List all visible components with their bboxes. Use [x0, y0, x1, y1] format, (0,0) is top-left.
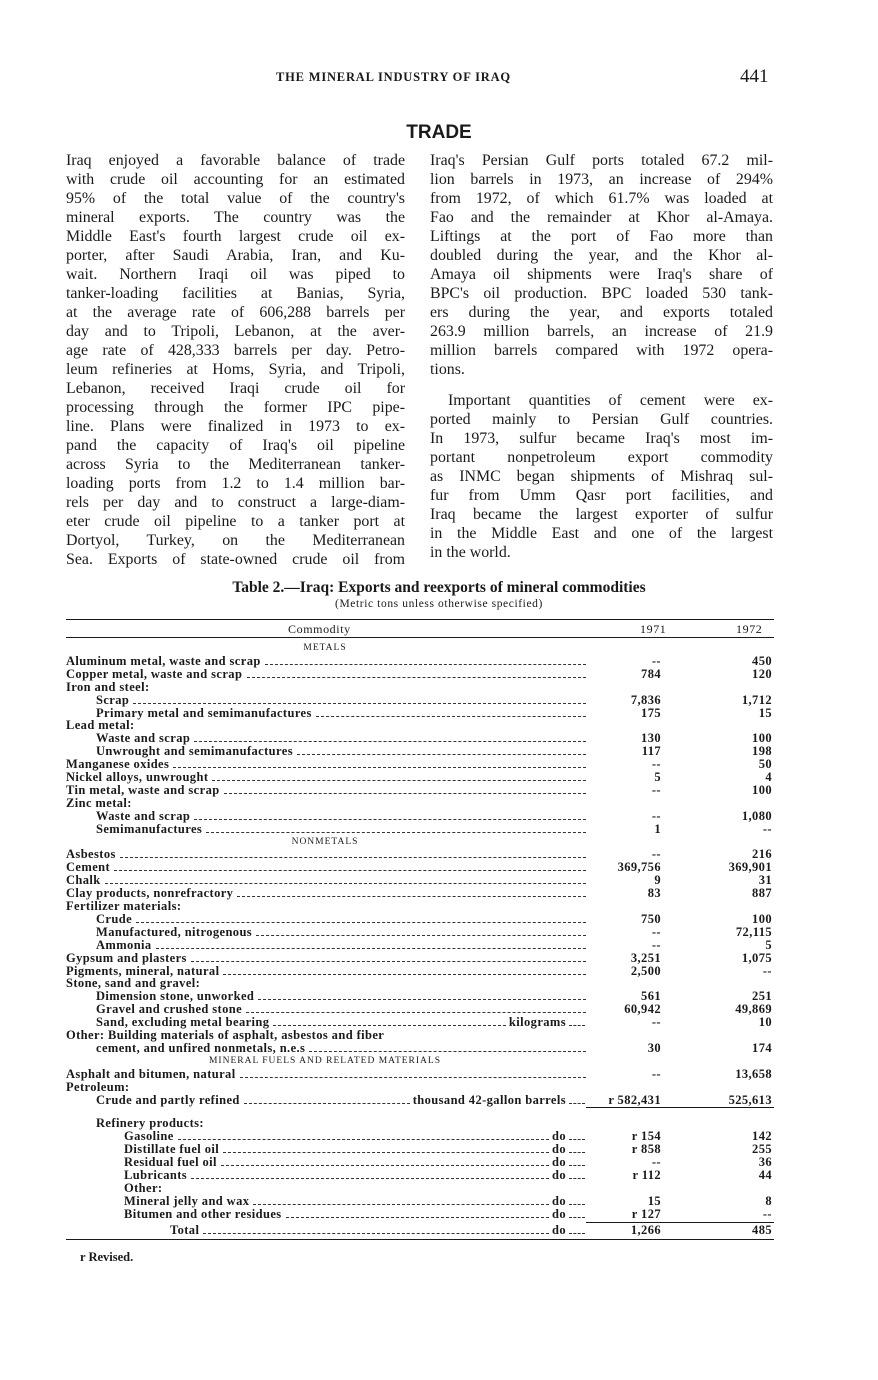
value-1972: 198 [752, 744, 772, 759]
value-1971: 60,942 [624, 1002, 661, 1017]
row-label: Crude and partly refined [96, 1092, 240, 1107]
text-line: lion barrels in 1973, an increase of 294% [430, 171, 773, 188]
leader-dots [178, 1139, 549, 1140]
value-1972: 44 [758, 1168, 772, 1182]
row-label: Asbestos [66, 847, 116, 862]
value-1971: 561 [641, 989, 661, 1004]
text-line: age rate of 428,333 barrels per day. Petro- [66, 342, 405, 359]
row-label: Nickel alloys, unwrought [66, 770, 209, 784]
value-1972: 15 [758, 705, 772, 720]
value-1972: -- [762, 821, 772, 836]
row-label: Lubricants [124, 1168, 188, 1182]
table-row [66, 810, 774, 823]
row-label: Iron and steel: [66, 679, 150, 694]
row-label: Ammonia [96, 937, 152, 952]
table-row [66, 1081, 774, 1094]
text-line: Iraq became the largest exporter of sulfur [430, 506, 773, 523]
text-line: from 1972, of which 61.7% was loaded at [430, 190, 773, 207]
row-label: Aluminum metal, waste and scrap [66, 653, 261, 668]
row-label: Fertilizer materials: [66, 899, 182, 913]
leader-dots [569, 1103, 585, 1104]
value-1971: -- [651, 847, 661, 862]
value-1971: 130 [641, 731, 661, 746]
text-line: fur from Umm Qasr port facilities, and [430, 487, 773, 504]
text-line: mineral exports. The country was the [66, 209, 405, 226]
leader-dots [286, 1217, 549, 1218]
value-1971: 5 [654, 770, 661, 784]
row-unit: do [551, 1193, 566, 1208]
text-line: In 1973, sulfur became Iraq's most im- [430, 430, 773, 447]
value-1972: 1,080 [741, 808, 772, 823]
value-1971: -- [651, 924, 661, 939]
table-row [66, 1182, 774, 1195]
row-label: Total [170, 1222, 200, 1237]
value-1971: 784 [641, 666, 661, 681]
leader-dots [258, 999, 586, 1000]
row-label: Sand, excluding metal bearing [96, 1015, 270, 1030]
table-row [66, 745, 774, 758]
text-line: Iraq's Persian Gulf ports totaled 67.2 mil- [430, 152, 773, 169]
text-line: in the world. [430, 544, 511, 561]
value-1971: 83 [647, 886, 661, 901]
table-row [66, 939, 774, 952]
value-1971: 369,756 [617, 860, 661, 875]
value-1971: 2,500 [630, 963, 661, 978]
leader-dots [273, 1025, 506, 1026]
table-row [66, 681, 774, 694]
leader-dots [194, 741, 586, 742]
value-1972: 887 [752, 886, 772, 901]
leader-dots [569, 1204, 585, 1205]
text-line: ported mainly to Persian Gulf countries. [430, 411, 773, 428]
row-unit: kilograms [508, 1015, 566, 1030]
value-1972: 5 [765, 937, 772, 952]
value-1971: 1,266 [630, 1222, 661, 1237]
row-label: Tin metal, waste and scrap [66, 782, 220, 797]
row-label: cement, and unfired nonmetals, n.e.s [96, 1040, 306, 1055]
leader-dots [221, 1165, 549, 1166]
value-1971: -- [651, 1015, 661, 1030]
leader-dots [203, 1233, 549, 1234]
table-row [66, 1169, 774, 1182]
leader-dots [237, 896, 586, 897]
row-unit: do [551, 1129, 566, 1144]
running-head: THE MINERAL INDUSTRY OF IRAQ [276, 70, 511, 84]
value-1971: -- [651, 653, 661, 668]
text-line: loading ports from 1.2 to 1.4 million bar- [66, 475, 405, 492]
table-row [66, 1208, 774, 1221]
table-row [66, 861, 774, 874]
leader-dots [114, 870, 586, 871]
table-row [66, 926, 774, 939]
row-label: NONMETALS [291, 836, 359, 847]
text-line: million barrels compared with 1972 opera- [430, 342, 773, 359]
table-row [66, 1042, 774, 1055]
leader-dots [569, 1233, 585, 1234]
text-line: pand the capacity of Iraq's oil pipeline [66, 437, 405, 454]
row-label: Waste and scrap [96, 808, 191, 823]
paragraph-gap [430, 379, 773, 391]
leader-dots [173, 767, 586, 768]
row-label: MINERAL FUELS AND RELATED MATERIALS [208, 1055, 442, 1066]
row-label: Unwrought and semimanufactures [96, 744, 293, 759]
text-line: wait. Northern Iraqi oil was piped to [66, 266, 405, 283]
table-row [66, 952, 774, 965]
leader-dots [297, 754, 586, 755]
row-label: Residual fuel oil [124, 1155, 217, 1170]
text-line: Middle East's fourth largest crude oil ex- [66, 228, 405, 245]
value-1972: 10 [758, 1015, 772, 1030]
value-1972: 216 [752, 847, 772, 862]
value-1972: -- [762, 963, 772, 978]
value-1972: 4 [765, 770, 772, 784]
text-line: in the Middle East and one of the largest [430, 525, 773, 542]
table-top-rule [66, 619, 774, 620]
value-1971: -- [651, 1155, 661, 1170]
text-line: day and to Tripoli, Lebanon, at the aver- [66, 323, 405, 340]
leader-dots [212, 780, 586, 781]
table-row [66, 797, 774, 810]
table-row [66, 1224, 774, 1237]
table-row [66, 784, 774, 797]
row-label: Manganese oxides [66, 757, 170, 772]
row-unit: do [551, 1222, 566, 1237]
text-line: line. Plans were finalized in 1973 to ex- [66, 418, 405, 435]
table-subtitle: (Metric tons unless otherwise specified) [335, 598, 543, 610]
leader-dots [194, 819, 586, 820]
value-1971: r 127 [631, 1206, 661, 1221]
total-rule [586, 1107, 774, 1108]
row-label: Asphalt and bitumen, natural [66, 1066, 236, 1081]
leader-dots [247, 677, 586, 678]
row-label: Gasoline [124, 1129, 174, 1144]
leader-dots [569, 1139, 585, 1140]
value-1972: 100 [752, 731, 772, 746]
table-row [66, 1195, 774, 1208]
row-label: Clay products, nonrefractory [66, 886, 234, 901]
leader-dots [244, 1103, 410, 1104]
table-row [66, 694, 774, 707]
row-label: Gravel and crushed stone [96, 1002, 243, 1017]
value-1971: -- [651, 808, 661, 823]
row-label: Petroleum: [66, 1079, 130, 1094]
value-1972: 100 [752, 911, 772, 926]
leader-dots [223, 974, 586, 975]
leader-dots [569, 1178, 585, 1179]
leader-dots [309, 1051, 586, 1052]
text-line: Important quantities of cement were ex- [448, 392, 773, 409]
row-label: Crude [96, 911, 133, 926]
value-1972: 450 [752, 653, 772, 668]
row-label: Other: [124, 1180, 163, 1195]
row-label: Semimanufactures [96, 821, 203, 836]
row-label: Waste and scrap [96, 731, 191, 746]
text-line: at the average rate of 606,288 barrels per [66, 304, 405, 321]
row-label: METALS [303, 643, 347, 653]
table-title: Table 2.—Iraq: Exports and reexports of mineral commodities [232, 579, 646, 596]
text-line: Fao and the remainder at Khor al-Amaya. [430, 209, 773, 226]
right-column [430, 151, 773, 562]
leader-dots [316, 716, 586, 717]
value-1971: 1 [654, 821, 661, 836]
value-1972: -- [762, 1206, 772, 1221]
row-label: Refinery products: [96, 1116, 204, 1131]
text-line: Iraq enjoyed a favorable balance of trade [66, 152, 405, 169]
left-column [66, 151, 405, 569]
text-line: portant nonpetroleum export commodity [430, 449, 773, 466]
value-1972: 72,115 [735, 924, 772, 939]
row-unit: do [551, 1206, 566, 1221]
leader-dots [191, 961, 586, 962]
text-line: porter, after Saudi Arabia, Iran, and Ku- [66, 247, 405, 264]
leader-dots [569, 1152, 585, 1153]
row-unit: do [551, 1142, 566, 1157]
value-1971: r 112 [632, 1168, 661, 1182]
value-1972: 369,901 [728, 860, 772, 875]
text-line: Dortyol, Turkey, on the Mediterranean [66, 532, 405, 549]
leader-dots [240, 1077, 586, 1078]
table-header-rule [66, 637, 774, 638]
value-1971: -- [651, 937, 661, 952]
leader-dots [105, 883, 586, 884]
table-row [66, 848, 774, 861]
table-row [66, 1094, 774, 1107]
value-1972: 13,658 [735, 1066, 772, 1081]
leader-dots [253, 1204, 549, 1205]
row-unit: do [551, 1155, 566, 1170]
leader-dots [246, 1012, 586, 1013]
leader-dots [569, 1217, 585, 1218]
value-1971: -- [651, 1066, 661, 1081]
row-label: Bitumen and other residues [124, 1206, 282, 1221]
leader-dots [191, 1178, 549, 1179]
row-label: Other: Building materials of asphalt, asbestos and fiber [66, 1028, 385, 1042]
row-label: Copper metal, waste and scrap [66, 666, 243, 681]
row-unit: do [551, 1168, 566, 1182]
text-line: 95% of the total value of the country's [66, 190, 405, 207]
value-1971: 7,836 [630, 692, 661, 707]
row-label: Mineral jelly and wax [124, 1193, 250, 1208]
text-line: doubled during the year, and the Khor al- [430, 247, 773, 264]
leader-dots [120, 857, 586, 858]
value-1971: r 858 [631, 1142, 661, 1157]
row-label: Gypsum and plasters [66, 950, 187, 965]
leader-dots [256, 935, 586, 936]
table-row [66, 913, 774, 926]
footnote: r Revised. [80, 1250, 134, 1264]
header-1971: 1971 [640, 622, 667, 636]
text-line: Lebanon, received Iraqi crude oil for [66, 380, 405, 397]
section-title: TRADE [406, 122, 472, 143]
leader-dots [136, 922, 586, 923]
leader-dots [223, 1152, 549, 1153]
text-line: Sea. Exports of state-owned crude oil from [66, 551, 405, 568]
row-label: Pigments, mineral, natural [66, 963, 220, 978]
row-label: Cement [66, 860, 111, 875]
text-line: Amaya oil shipments were Iraq's share of [430, 266, 773, 283]
leader-dots [265, 664, 586, 665]
leader-dots [569, 1165, 585, 1166]
value-1971: 3,251 [630, 950, 661, 965]
value-1971: 30 [647, 1040, 661, 1055]
value-1971: 750 [641, 911, 661, 926]
row-label: Scrap [96, 692, 130, 707]
value-1972: 8 [765, 1193, 772, 1208]
value-1971: 9 [654, 873, 661, 888]
value-1971: 117 [641, 744, 661, 759]
text-line: tions. [430, 361, 465, 378]
text-line: processing through the former IPC pipe- [66, 399, 405, 416]
value-1971: -- [651, 782, 661, 797]
value-1972: 255 [752, 1142, 772, 1157]
value-1971: r 154 [631, 1129, 661, 1144]
text-line: leum refineries at Homs, Syria, and Tripoli, [66, 361, 405, 378]
row-label: Manufactured, nitrogenous [96, 924, 253, 939]
text-line: as INMC began shipments of Mishraq sul- [430, 468, 773, 485]
row-label: Distillate fuel oil [124, 1142, 220, 1157]
value-1971: 15 [647, 1193, 661, 1208]
value-1972: 36 [758, 1155, 772, 1170]
row-label: Chalk [66, 873, 101, 888]
header-1972: 1972 [736, 622, 763, 636]
table-bottom-rule [66, 1239, 774, 1240]
value-1972: 31 [758, 873, 772, 888]
table-row [66, 655, 774, 668]
table-row [66, 1068, 774, 1081]
row-label: Zinc metal: [66, 795, 132, 810]
value-1972: 49,869 [735, 1002, 772, 1017]
table-row [66, 900, 774, 913]
text-line: Liftings at the port of Fao more than [430, 228, 773, 245]
table-row [66, 707, 774, 720]
value-1972: 485 [752, 1222, 772, 1237]
row-unit: thousand 42-gallon barrels [412, 1092, 566, 1107]
value-1972: 174 [752, 1040, 772, 1055]
text-line: across Syria to the Mediterranean tanker- [66, 456, 405, 473]
value-1972: 100 [752, 782, 772, 797]
leader-dots [206, 832, 586, 833]
value-1972: 525,613 [728, 1092, 772, 1107]
leader-dots [133, 703, 586, 704]
table-row [66, 823, 774, 836]
table-row [66, 668, 774, 681]
page-number: 441 [740, 66, 769, 87]
value-1972: 1,712 [741, 692, 772, 707]
value-1972: 50 [758, 757, 772, 772]
value-1971: -- [651, 757, 661, 772]
text-line: eter crude oil pipeline to a tanker port at [66, 513, 405, 530]
text-line: with crude oil accounting for an estimated [66, 171, 405, 188]
text-line: tanker-loading facilities at Banias, Syria, [66, 285, 405, 302]
row-label: Stone, sand and gravel: [66, 976, 201, 991]
row-label: Lead metal: [66, 718, 135, 733]
section-heading [66, 1055, 774, 1068]
leader-dots [569, 1025, 585, 1026]
value-1972: 251 [752, 989, 772, 1004]
text-line: rels per day and to construct a large-diam- [66, 494, 405, 511]
value-1972: 1,075 [741, 950, 772, 965]
value-1971: 175 [641, 705, 661, 720]
value-1972: 142 [752, 1129, 772, 1144]
section-heading [66, 836, 774, 849]
value-1971: r 582,431 [608, 1092, 661, 1107]
row-label: Dimension stone, unworked [96, 989, 255, 1004]
header-commodity: Commodity [288, 622, 351, 636]
text-line: BPC's oil production. BPC loaded 530 tank- [430, 285, 773, 302]
leader-dots [224, 793, 586, 794]
text-line: ers during the year, and exports totaled [430, 304, 773, 321]
row-label: Primary metal and semimanufactures [96, 705, 312, 720]
text-line: 263.9 million barrels, an increase of 21.9 [430, 323, 773, 340]
total-rule [586, 1222, 774, 1223]
value-1972: 120 [752, 666, 772, 681]
leader-dots [156, 948, 586, 949]
